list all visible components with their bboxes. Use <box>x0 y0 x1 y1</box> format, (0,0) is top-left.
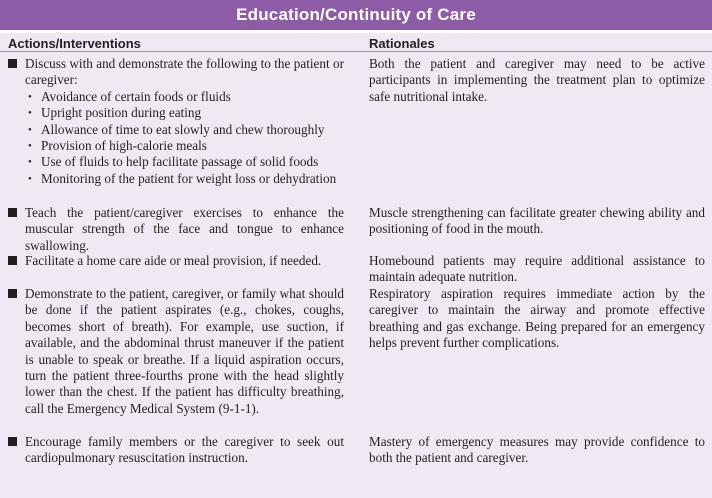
section-title-bar <box>0 0 712 33</box>
action-text: Teach the patient/caregiver exercises to enhance the muscular strength of the face and tongue to enhance swallowing. <box>25 205 344 253</box>
action-text: Facilitate a home care aide or meal provision, if needed. <box>25 253 322 268</box>
square-bullet-icon <box>8 208 17 217</box>
bullet-dot-icon: • <box>28 172 32 185</box>
bullet-dot-icon: • <box>28 107 32 120</box>
sub-list <box>8 89 344 187</box>
rationales-column-header: Rationales <box>369 36 435 51</box>
action-text: Demonstrate to the patient, caregiver, or family what should be done if the patient aspirates (e.g., chokes, coughs, becomes short of breath). For example, use suction, if available, and the abdominal thrust maneuver if the patient is unable to speak or breathe. If a liquid aspiration occurs, turn the patient three-fourths prone with the head slightly lower than the chest. If the patient has difficulty breathing, call the Emergency Medical System (9-1-1). <box>25 286 344 416</box>
list-item: • Monitoring of the patient for weight loss or dehydration <box>28 170 337 186</box>
action-cell <box>8 56 344 187</box>
section-title: Education/Continuity of Care <box>236 5 476 24</box>
action-cell <box>8 253 344 269</box>
header-divider <box>0 51 712 52</box>
square-bullet-icon <box>8 289 17 298</box>
action-cell <box>8 286 344 417</box>
action-cell <box>8 205 344 254</box>
list-item: • Use of fluids to help facilitate passage of solid foods <box>28 154 319 170</box>
list-item: • Upright position during eating <box>28 105 202 121</box>
list-item: • Provision of high-calorie meals <box>28 138 207 154</box>
bullet-dot-icon: • <box>28 140 32 153</box>
square-bullet-icon <box>8 59 17 68</box>
square-bullet-icon <box>8 437 17 446</box>
rationale-cell: Respiratory aspiration requires immediate action by the caregiver to maintain the airway and promote effective breathing and gas exchange. Being prepared for an emergency helps prevent further complications. <box>369 286 705 351</box>
bullet-dot-icon: • <box>28 123 32 136</box>
action-text: Encourage family members or the caregiver to seek out cardiopulmonary resuscitation instruction. <box>25 434 344 466</box>
list-item: • Allowance of time to eat slowly and chew thoroughly <box>28 121 325 137</box>
action-cell <box>8 434 344 467</box>
rationale-cell: Mastery of emergency measures may provide confidence to both the patient and caregiver. <box>369 434 705 466</box>
rationale-cell: Both the patient and caregiver may need to be active participants in implementing the treatment plan to optimize safe nutritional intake. <box>369 56 705 104</box>
rationale-cell: Homebound patients may require additional assistance to maintain adequate nutrition. <box>369 253 705 285</box>
bullet-dot-icon: • <box>28 156 32 169</box>
actions-column-header: Actions/Interventions <box>8 36 141 51</box>
bullet-dot-icon: • <box>28 90 32 103</box>
list-item: • Avoidance of certain foods or fluids <box>28 88 231 104</box>
action-text: Discuss with and demonstrate the following to the patient or caregiver: <box>25 56 344 88</box>
rationale-cell: Muscle strengthening can facilitate greater chewing ability and positioning of food in the mouth. <box>369 205 705 237</box>
square-bullet-icon <box>8 256 17 265</box>
